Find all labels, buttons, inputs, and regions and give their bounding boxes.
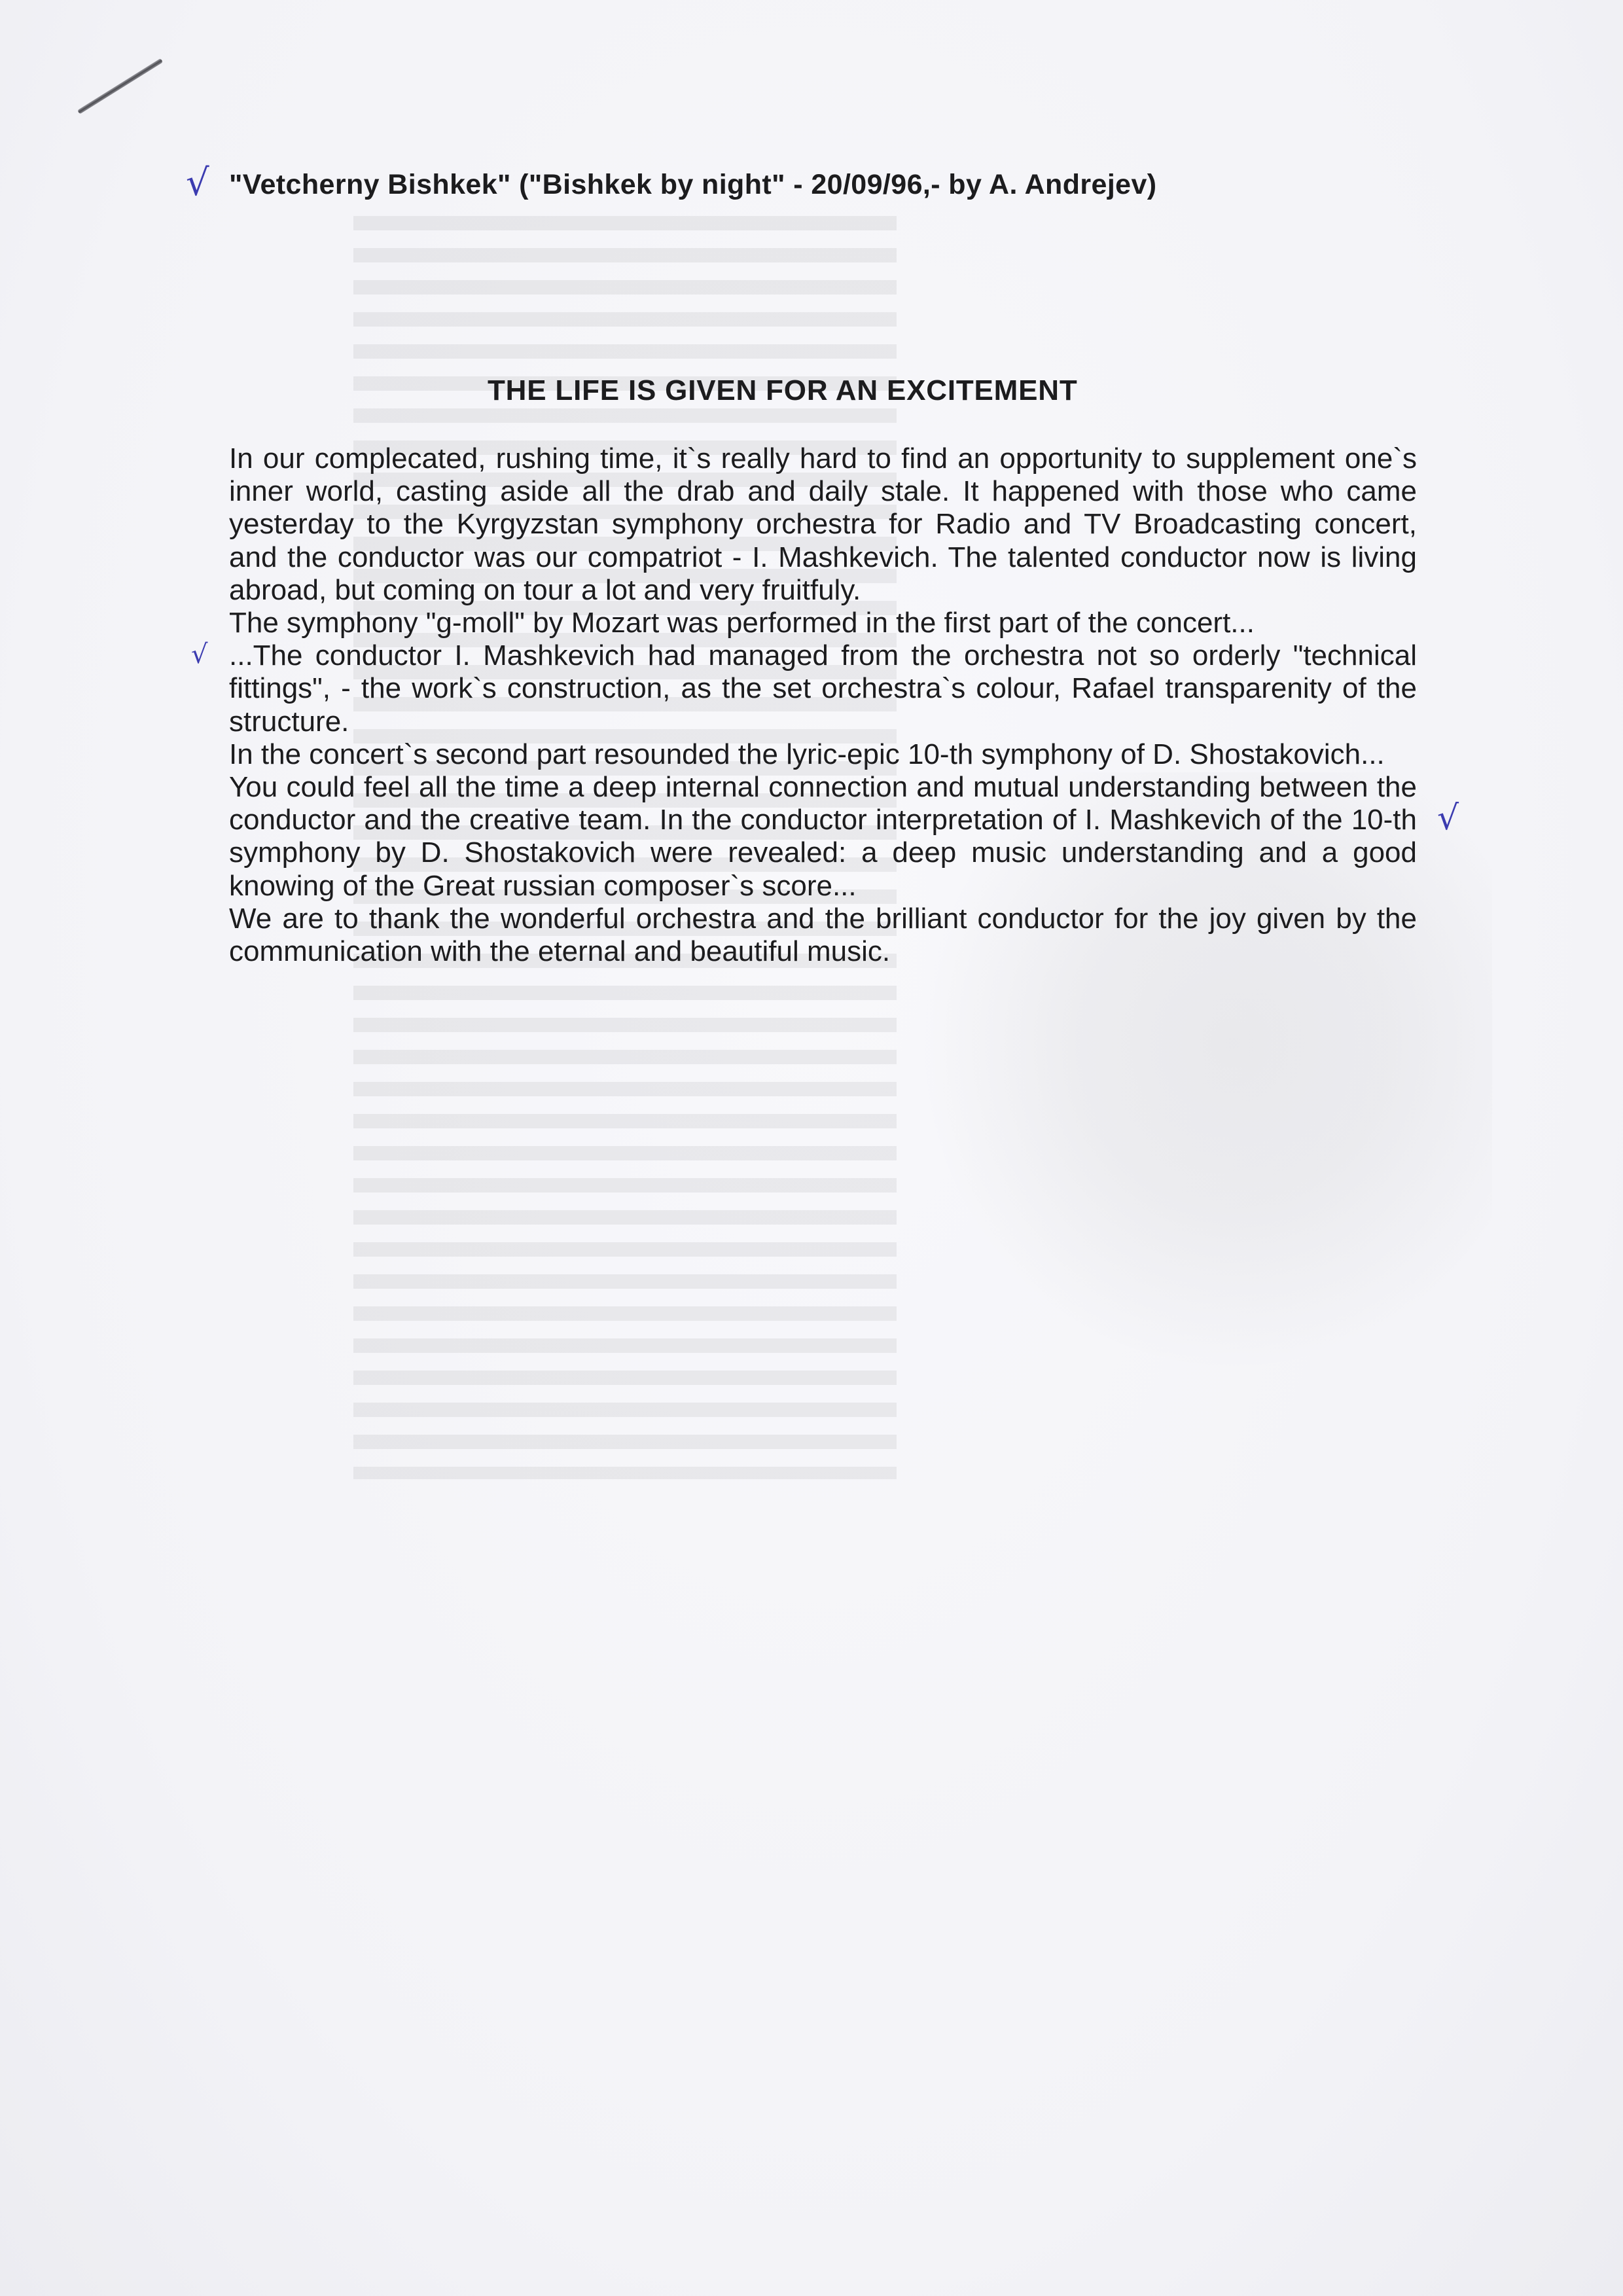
- paragraph-mozart: The symphony "g-moll" by Mozart was performed in the first part of the concert...: [229, 607, 1255, 639]
- article-body: [229, 442, 1417, 968]
- paragraph-shostakovich: In the concert`s second part resounded the lyric-epic 10-th symphony of D. Shostakovich...: [229, 738, 1385, 770]
- source-citation-header: "Vetcherny Bishkek" ("Bishkek by night" - 20/09/96,- by A. Andrejev): [229, 169, 1157, 200]
- article-title: THE LIFE IS GIVEN FOR AN EXCITEMENT: [488, 374, 1078, 406]
- paragraph-thanks: We are to thank the wonderful orchestra and the brilliant conductor for the joy given by the communication with the eternal and beautiful music.: [229, 902, 1417, 968]
- paragraph-interpretation: You could feel all the time a deep internal connection and mutual understanding between the conductor and the creative team. In the conductor interpretation of I. Mashkevich of the 10-th symphony by D. Shostakovich were revealed: a deep music understanding and a good knowing of the Great russian composer`s score...: [229, 771, 1417, 902]
- staple-mark: [77, 58, 163, 114]
- handwritten-check-mark-icon: √: [1437, 798, 1459, 838]
- paragraph-conductor: ...The conductor I. Mashkevich had managed from the orchestra not so orderly "technical fittings", - the work`s construction, as the set orchestra`s colour, Rafael transparenity of the structure.: [229, 639, 1417, 738]
- handwritten-check-mark-icon: √: [186, 162, 209, 204]
- paragraph-intro: In our complecated, rushing time, it`s really hard to find an opportunity to supplement one`s inner world, casting aside all the drab and daily stale. It happened with those who came yesterday to the Kyrgyzstan symphony orchestra for Radio and TV Broadcasting concert, and the conductor was our compatriot - I. Mashkevich. The talented conductor now is living abroad, but coming on tour a lot and very fruitfuly.: [229, 442, 1417, 606]
- handwritten-check-mark-icon: √: [191, 639, 208, 670]
